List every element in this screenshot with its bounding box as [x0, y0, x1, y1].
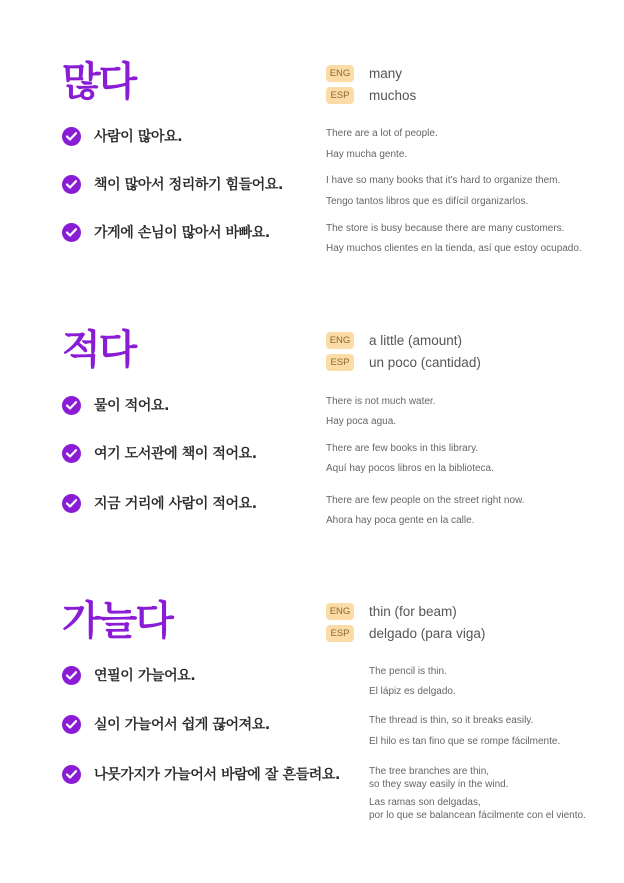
check-circle-icon [62, 494, 81, 513]
vocab-word: 많다 [62, 59, 136, 105]
example-spanish: Ahora hay poca gente en la calle. [326, 515, 475, 526]
translation-esp [326, 354, 481, 371]
check-circle-icon [62, 396, 81, 415]
translation-eng-text: thin (for beam) [369, 604, 457, 619]
check-circle-icon [62, 175, 81, 194]
example-korean-text: 연필이 가늘어요. [94, 668, 196, 684]
example-korean [62, 665, 195, 685]
translation-esp-text: un poco (cantidad) [369, 355, 481, 370]
example-spanish: Tengo tantos libros que es difícil organizarlos. [326, 196, 529, 207]
example-korean-text: 사람이 많아요. [94, 129, 183, 145]
check-circle-icon [62, 127, 81, 146]
example-korean [62, 443, 257, 463]
example-spanish: Hay muchos clientes en la tienda, así que estoy ocupado. [326, 243, 582, 254]
vocab-word: 적다 [62, 327, 136, 373]
example-english: There are a lot of people. [326, 128, 438, 139]
example-spanish: El hilo es tan fino que se rompe fácilmente. [369, 736, 561, 747]
example-korean-text: 물이 적어요. [94, 398, 170, 414]
example-spanish-line-2: por lo que se balancean fácilmente con el viento. [369, 810, 586, 821]
example-korean [62, 764, 340, 784]
example-english: The thread is thin, so it breaks easily. [369, 715, 534, 726]
example-korean [62, 126, 182, 146]
example-spanish: Hay poca agua. [326, 416, 397, 427]
translation-esp [326, 87, 416, 104]
esp-badge: ESP [326, 625, 354, 642]
example-spanish: El lápiz es delgado. [369, 686, 456, 697]
check-circle-icon [62, 444, 81, 463]
check-circle-icon [62, 666, 81, 685]
eng-badge: ENG [326, 65, 354, 82]
example-korean [62, 222, 270, 242]
translation-eng [326, 65, 402, 82]
check-circle-icon [62, 715, 81, 734]
example-spanish: Aquí hay pocos libros en la biblioteca. [326, 463, 494, 474]
example-korean [62, 174, 283, 194]
translation-eng [326, 603, 457, 620]
example-korean [62, 395, 169, 415]
translation-eng-text: many [369, 66, 403, 81]
example-korean-text: 여기 도서관에 책이 적어요. [94, 446, 257, 462]
example-korean [62, 493, 257, 513]
example-korean-text: 책이 많아서 정리하기 힘들어요. [94, 177, 283, 193]
translation-eng [326, 332, 462, 349]
example-english: There is not much water. [326, 396, 436, 407]
example-english-line-2: so they sway easily in the wind. [369, 779, 509, 790]
example-english: There are few people on the street right now. [326, 495, 525, 506]
translation-esp-text: muchos [369, 88, 417, 103]
translation-eng-text: a little (amount) [369, 333, 463, 348]
example-english: The store is busy because there are many customers. [326, 223, 565, 234]
example-english: I have so many books that it's hard to organize them. [326, 175, 561, 186]
example-korean-text: 지금 거리에 사람이 적어요. [94, 496, 257, 512]
example-spanish-line-1: Las ramas son delgadas, [369, 797, 481, 808]
eng-badge: ENG [326, 603, 354, 620]
example-english: The pencil is thin. [369, 666, 447, 677]
example-spanish: Hay mucha gente. [326, 149, 408, 160]
esp-badge: ESP [326, 354, 354, 371]
example-korean-text: 실이 가늘어서 쉽게 끊어져요. [94, 717, 270, 733]
example-english: There are few books in this library. [326, 443, 479, 454]
esp-badge: ESP [326, 87, 354, 104]
vocab-word: 가늘다 [62, 598, 172, 644]
example-korean-text: 가게에 손님이 많아서 바빠요. [94, 225, 270, 241]
check-circle-icon [62, 765, 81, 784]
translation-esp [326, 625, 485, 642]
example-korean [62, 714, 270, 734]
check-circle-icon [62, 223, 81, 242]
example-english-line-1: The tree branches are thin, [369, 766, 490, 777]
translation-esp-text: delgado (para viga) [369, 626, 486, 641]
example-korean-text: 나뭇가지가 가늘어서 바람에 잘 흔들려요. [94, 767, 340, 783]
eng-badge: ENG [326, 332, 354, 349]
